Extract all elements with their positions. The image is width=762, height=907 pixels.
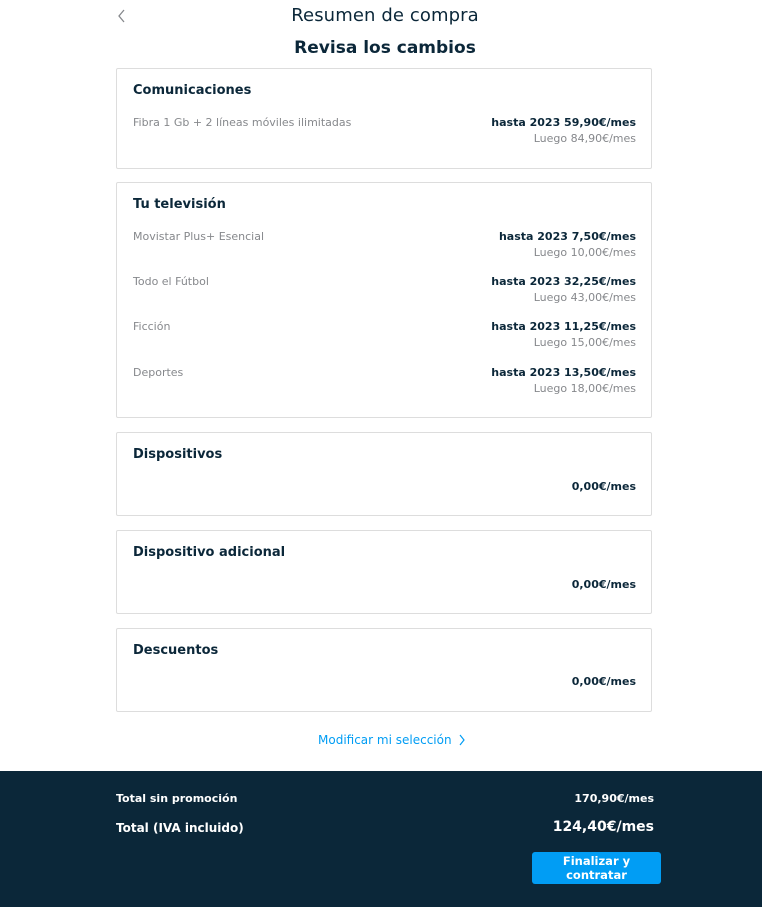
list-item: [133, 230, 636, 264]
total-without-promo-value: 170,90€/mes: [574, 792, 654, 805]
item-name: Fibra 1 Gb + 2 líneas móviles ilimitadas: [133, 116, 352, 129]
descuentos-card: [116, 628, 652, 712]
page-title: Resumen de compra: [291, 5, 479, 26]
item-later-price: Luego 43,00€/mes: [533, 291, 636, 304]
finalize-button[interactable]: Finalizar y contratar: [532, 852, 661, 884]
total-label: Total (IVA incluido): [116, 821, 244, 835]
item-name: Ficción: [133, 320, 171, 333]
item-price: 0,00€/mes: [571, 675, 636, 688]
list-item: [133, 116, 636, 150]
list-item: [133, 320, 636, 354]
dispositivos-card: [116, 432, 652, 516]
page-subtitle: Revisa los cambios: [294, 38, 476, 58]
television-card: [116, 182, 652, 418]
total-value: 124,40€/mes: [552, 819, 654, 835]
card-title: Descuentos: [133, 643, 219, 658]
item-later-price: Luego 18,00€/mes: [533, 382, 636, 395]
dispositivo-adicional-card: [116, 530, 652, 614]
item-promo-price: hasta 2023 32,25€/mes: [491, 275, 636, 288]
item-later-price: Luego 15,00€/mes: [533, 336, 636, 349]
modify-selection-label: Modificar mi selección: [318, 733, 452, 747]
item-later-price: Luego 10,00€/mes: [533, 246, 636, 259]
total-without-promo-label: Total sin promoción: [116, 792, 238, 805]
item-promo-price: hasta 2023 7,50€/mes: [498, 230, 636, 243]
totals-footer: [0, 771, 762, 907]
item-price: 0,00€/mes: [571, 578, 636, 591]
card-title: Dispositivo adicional: [133, 545, 286, 560]
item-name: Deportes: [133, 366, 184, 379]
list-item: [133, 275, 636, 309]
comunicaciones-card: [116, 68, 652, 169]
item-later-price: Luego 84,90€/mes: [533, 132, 636, 145]
card-title: Comunicaciones: [133, 83, 252, 98]
chevron-right-icon: [458, 734, 466, 746]
item-price: 0,00€/mes: [571, 480, 636, 493]
item-promo-price: hasta 2023 59,90€/mes: [491, 116, 636, 129]
modify-selection-link[interactable]: [318, 733, 466, 747]
item-promo-price: hasta 2023 11,25€/mes: [491, 320, 636, 333]
card-title: Tu televisión: [133, 197, 226, 212]
item-promo-price: hasta 2023 13,50€/mes: [491, 366, 636, 379]
card-title: Dispositivos: [133, 447, 223, 462]
list-item: [133, 366, 636, 400]
header: [0, 0, 762, 64]
item-name: Todo el Fútbol: [133, 275, 209, 288]
item-name: Movistar Plus+ Esencial: [133, 230, 265, 243]
